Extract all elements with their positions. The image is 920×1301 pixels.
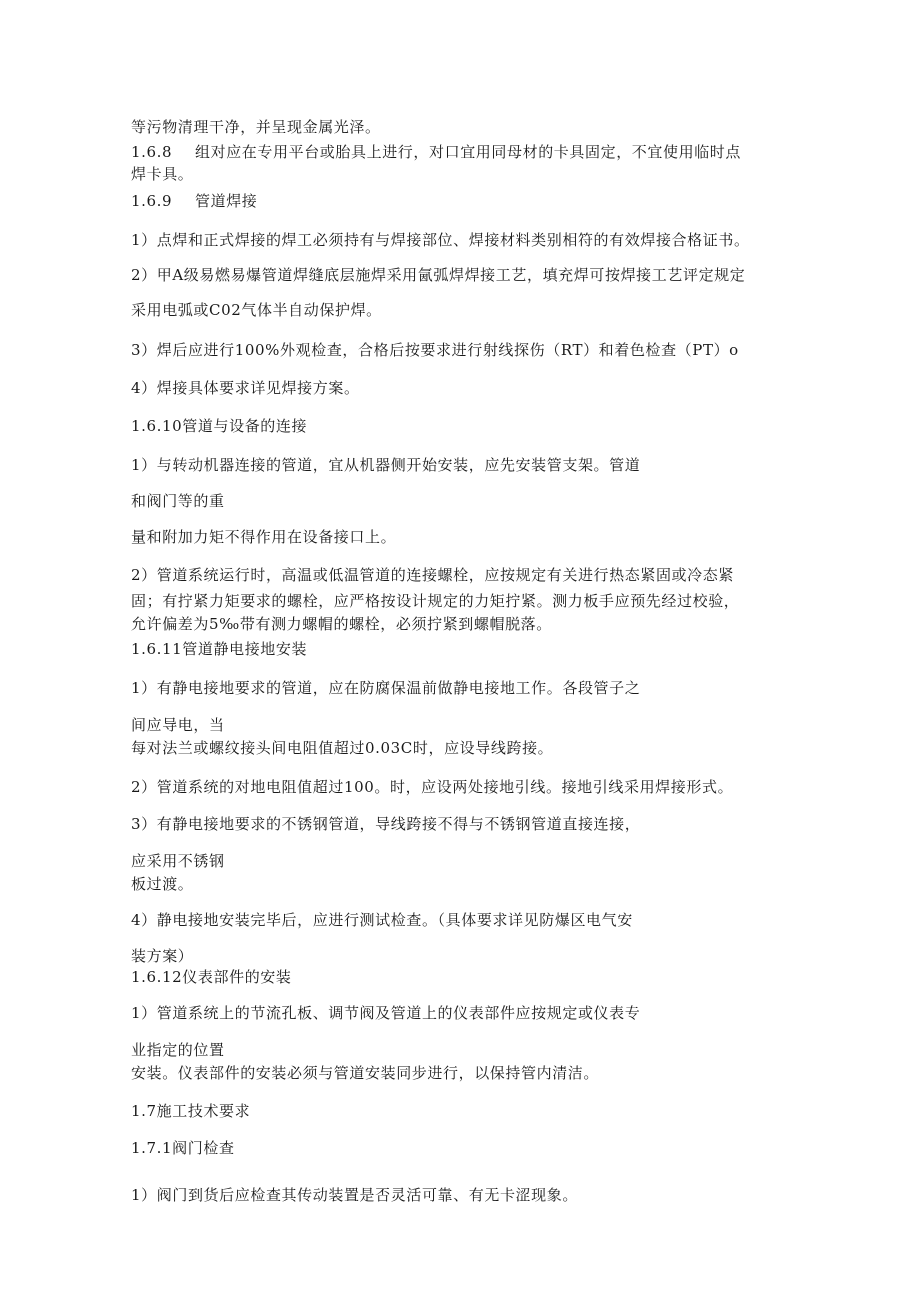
text-line: 安装。仪表部件的安装必须与管道安装同步进行，以保持管内清洁。: [131, 1064, 600, 1082]
text-line: 等污物清理干净，并呈现金属光泽。: [131, 118, 381, 136]
text-line: 量和附加力矩不得作用在设备接口上。: [131, 528, 397, 546]
text-line: 允许偏差为5‰带有测力螺帽的螺栓，必须拧紧到螺帽脱落。: [131, 615, 552, 633]
text-line: 采用电弧或C02气体半自动保护焊。: [131, 301, 382, 319]
text-line: 1）有静电接地要求的管道，应在防腐保温前做静电接地工作。各段管子之: [131, 679, 641, 697]
section-heading-1-7-1: 1.7.1阀门检查: [131, 1139, 235, 1157]
text-line: 2）甲A级易燃易爆管道焊缝底层施焊采用氤弧焊焊接工艺，填充焊可按焊接工艺评定规定: [131, 266, 746, 284]
text-line: 4）静电接地安装完毕后，应进行测试检查。（具体要求详见防爆区电气安: [131, 911, 633, 929]
section-heading-1-6-8: [131, 142, 741, 162]
text-line: 应采用不锈钢: [131, 852, 225, 870]
text-line: 焊卡具。: [131, 165, 194, 183]
text-line: 装方案）: [131, 947, 194, 965]
section-heading-1-6-11: 1.6.11管道静电接地安装: [131, 640, 308, 658]
section-heading-1-6-9: [131, 191, 257, 211]
text-line: 4）焊接具体要求详见焊接方案。: [131, 379, 360, 397]
section-heading-1-6-10: 1.6.10管道与设备的连接: [131, 417, 308, 435]
text-line: 板过渡。: [131, 875, 194, 893]
section-number: 1.6.9: [131, 192, 173, 210]
text-line: 1）点焊和正式焊接的焊工必须持有与焊接部位、焊接材料类别相符的有效焊接合格证书。: [131, 231, 750, 249]
text-line: 3）有静电接地要求的不锈钢管道，导线跨接不得与不锈钢管道直接连接，: [131, 815, 641, 833]
section-title: 管道焊接: [195, 192, 258, 210]
text-line: 1）与转动机器连接的管道，宜从机器侧开始安装，应先安装管支架。管道: [131, 456, 641, 474]
text-line: 2）管道系统运行时，高温或低温管道的连接螺栓，应按规定有关进行热态紧固或冷态紧: [131, 566, 734, 584]
text-line: 3）焊后应进行100%外观检查，合格后按要求进行射线探伤（RT）和着色检查（PT）o: [131, 341, 739, 359]
text-line: 1）管道系统上的节流孔板、调节阀及管道上的仪表部件应按规定或仪表专: [131, 1004, 641, 1022]
text-line: 组对应在专用平台或胎具上进行，对口宜用同母材的卡具固定，不宜使用临时点: [195, 143, 742, 161]
text-line: 每对法兰或螺纹接头间电阻值超过0.03C时，应设导线跨接。: [131, 739, 554, 757]
text-line: 间应导电，当: [131, 716, 225, 734]
section-heading-1-7: 1.7施工技术要求: [131, 1102, 251, 1120]
text-line: 和阀门等的重: [131, 492, 225, 510]
section-number: 1.6.8: [131, 143, 173, 161]
text-line: 2）管道系统的对地电阻值超过100。时，应设两处接地引线。接地引线采用焊接形式。: [131, 778, 734, 796]
text-line: 业指定的位置: [131, 1041, 225, 1059]
text-line: 固；有拧紧力矩要求的螺栓，应严格按设计规定的力矩拧紧。测力板手应预先经过校验，: [131, 592, 740, 610]
section-heading-1-6-12: 1.6.12仪表部件的安装: [131, 968, 292, 986]
text-line: 1）阀门到货后应检查其传动装置是否灵活可靠、有无卡涩现象。: [131, 1186, 578, 1204]
